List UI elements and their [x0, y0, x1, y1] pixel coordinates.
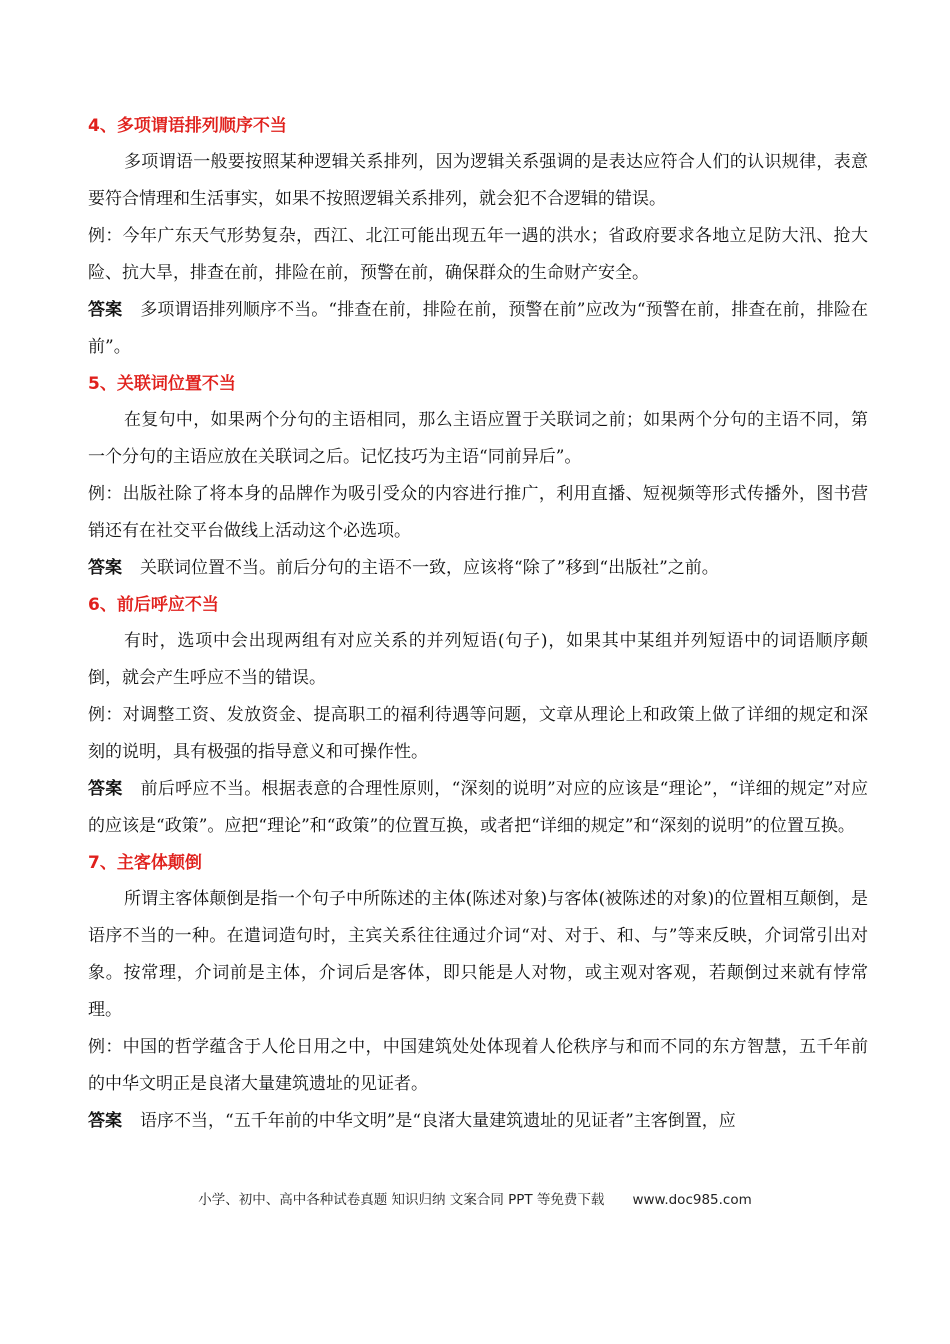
section-heading: 7、主客体颠倒: [88, 853, 202, 873]
answer-label: 答案: [88, 779, 123, 799]
section-4: [88, 108, 868, 366]
section-example: 例：今年广东天气形势复杂，西江、北江可能出现五年一遇的洪水；省政府要求各地立足防大汛、抢大险、抗大旱，排查在前，排险在前，预警在前，确保群众的生命财产安全。: [88, 226, 868, 283]
section-5: [88, 366, 868, 587]
answer-label: 答案: [88, 300, 123, 320]
section-explanation: 有时，选项中会出现两组有对应关系的并列短语(句子)，如果其中某组并列短语中的词语顺序颠倒，就会产生呼应不当的错误。: [88, 631, 868, 688]
section-example: 例：出版社除了将本身的品牌作为吸引受众的内容进行推广，利用直播、短视频等形式传播外，图书营销还有在社交平台做线上活动这个必选项。: [88, 484, 868, 541]
section-heading: 6、前后呼应不当: [88, 595, 219, 615]
section-7: [88, 845, 868, 1140]
answer-text: 关联词位置不当。前后分句的主语不一致，应该将“除了”移到“出版社”之前。: [140, 558, 719, 578]
section-explanation: 在复句中，如果两个分句的主语相同，那么主语应置于关联词之前；如果两个分句的主语不同，第一个分句的主语应放在关联词之后。记忆技巧为主语“同前异后”。: [88, 410, 868, 467]
section-example: 例：中国的哲学蕴含于人伦日用之中，中国建筑处处体现着人伦秩序与和而不同的东方智慧，五千年前的中华文明正是良渚大量建筑遗址的见证者。: [88, 1037, 868, 1094]
section-answer: [88, 771, 868, 845]
footer-text: 小学、初中、高中各种试卷真题 知识归纳 文案合同 PPT 等免费下载: [198, 1192, 605, 1208]
section-example: 例：对调整工资、发放资金、提高职工的福利待遇等问题，文章从理论上和政策上做了详细的规定和深刻的说明，具有极强的指导意义和可操作性。: [88, 705, 868, 762]
section-explanation: 多项谓语一般要按照某种逻辑关系排列，因为逻辑关系强调的是表达应符合人们的认识规律，表意要符合情理和生活事实，如果不按照逻辑关系排列，就会犯不合逻辑的错误。: [88, 152, 868, 209]
answer-text: 语序不当，“五千年前的中华文明”是“良渚大量建筑遗址的见证者”主客倒置，应: [140, 1111, 736, 1131]
document-content: [88, 108, 868, 1140]
page-footer: [0, 1188, 950, 1208]
section-heading: 5、关联词位置不当: [88, 374, 236, 394]
section-answer: [88, 550, 868, 587]
section-answer: [88, 292, 868, 366]
section-explanation: 所谓主客体颠倒是指一个句子中所陈述的主体(陈述对象)与客体(被陈述的对象)的位置相互颠倒，是语序不当的一种。在遣词造句时，主宾关系往往通过介词“对、对于、和、与”等来反映，介词常引出对象。按常理，介词前是主体，介词后是客体，即只能是人对物，或主观对客观，若颠倒过来就有悖常理。: [88, 889, 868, 1020]
answer-label: 答案: [88, 1111, 122, 1131]
answer-text: 前后呼应不当。根据表意的合理性原则，“深刻的说明”对应的应该是“理论”，“详细的规定”对应的应该是“政策”。应把“理论”和“政策”的位置互换，或者把“详细的规定”和“深刻的说明”的位置互换。: [88, 779, 868, 836]
section-6: [88, 587, 868, 845]
section-heading: 4、多项谓语排列顺序不当: [88, 116, 287, 136]
section-answer: [88, 1103, 868, 1140]
answer-text: 多项谓语排列顺序不当。“排查在前，排险在前，预警在前”应改为“预警在前，排查在前，排险在前”。: [88, 300, 868, 357]
footer-url-link[interactable]: www.doc985.com: [632, 1192, 752, 1208]
answer-label: 答案: [88, 558, 122, 578]
